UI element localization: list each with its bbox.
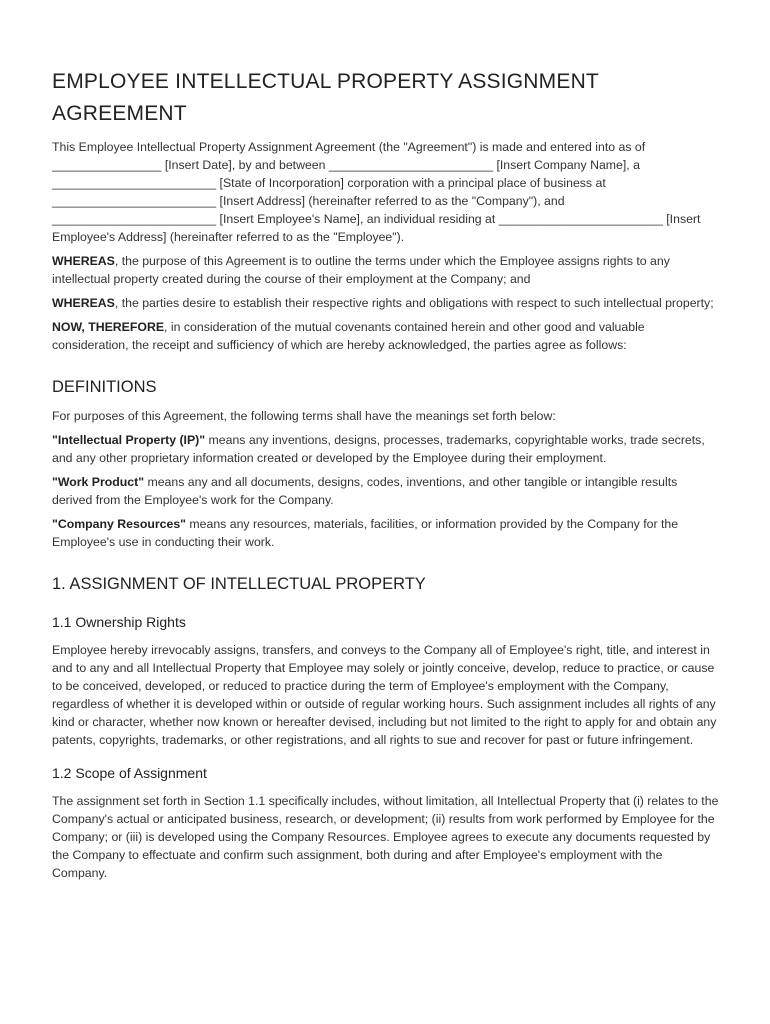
definition-text: means any resources, materials, facilities, or information provided by the Company for the Employee's use in conducting their work.: [52, 517, 679, 549]
recital-lead: WHEREAS: [52, 254, 115, 268]
section-1-heading: 1. ASSIGNMENT OF INTELLECTUAL PROPERTY: [52, 575, 426, 593]
recital-text: , the parties desire to establish their respective rights and obligations with respect to such intellectual property;: [114, 296, 714, 310]
recital-whereas-2: [52, 294, 720, 312]
definition-item: [52, 515, 720, 551]
recital-text: , in consideration of the mutual covenants contained herein and other good and valuable consideration, the receipt and sufficiency of which are hereby acknowledged, the parties agree as follows:: [52, 320, 645, 352]
definitions-intro: For purposes of this Agreement, the following terms shall have the meanings set forth below:: [52, 409, 556, 423]
definition-term: "Work Product": [52, 475, 145, 489]
document-title: EMPLOYEE INTELLECTUAL PROPERTY ASSIGNMENT AGREEMENT: [52, 70, 599, 125]
definition-item: [52, 473, 720, 509]
definition-term: "Intellectual Property (IP)": [52, 433, 206, 447]
recital-lead: NOW, THEREFORE: [52, 320, 165, 334]
intro-paragraph: This Employee Intellectual Property Assignment Agreement (the "Agreement") is made and entered into as of ________________ [Insert Date], by and between ________________________ [Insert Company Name], a ________________________ [State of Incorporation] corporation with a principal place of business at ________________________ [Insert Address] (hereinafter referred to as the "Company"), and ________________________ [Insert Employee's Name], an individual residing at ________________________ [Insert Employee's Address] (hereinafter referred to as the "Employee").: [52, 140, 701, 244]
definition-term: "Company Resources": [52, 517, 186, 531]
subsection-1-2-heading: 1.2 Scope of Assignment: [52, 765, 207, 781]
document-content: [52, 66, 720, 888]
subsection-1-1-heading: 1.1 Ownership Rights: [52, 614, 186, 630]
definition-item: [52, 431, 720, 467]
definitions-heading: DEFINITIONS: [52, 378, 157, 396]
definition-text: means any and all documents, designs, codes, inventions, and other tangible or intangible results derived from the Employee's work for the Company.: [52, 475, 678, 507]
recital-lead: WHEREAS: [52, 296, 115, 310]
recital-text: , the purpose of this Agreement is to outline the terms under which the Employee assigns rights to any intellectual property created during the course of their employment at the Company; and: [52, 254, 670, 286]
subsection-1-2-text: The assignment set forth in Section 1.1 specifically includes, without limitation, all Intellectual Property that (i) relates to the Company's actual or anticipated business, research, or development; (ii) results from work performed by Employee for the Company; or (iii) is developed using the Company Resources. Employee agrees to execute any documents requested by the Company to effectuate and confirm such assignment, both during and after Employee's employment with the Company.: [52, 794, 719, 880]
recital-whereas-1: [52, 252, 720, 288]
subsection-1-1-text: Employee hereby irrevocably assigns, transfers, and conveys to the Company all of Employee's right, title, and interest in and to any and all Intellectual Property that Employee may solely or jointly conceive, develop, reduce to practice, or cause to be conceived, developed, or reduced to practice during the term of Employee's employment with the Company, regardless of whether it is developed within or outside of regular working hours. Such assignment includes all rights of any kind or character, whether now known or hereafter devised, including but not limited to the right to apply for and obtain any patents, copyrights, trademarks, or other registrations, and all rights to sue and recover for past or future infringement.: [52, 643, 717, 747]
definition-text: means any inventions, designs, processes, trademarks, copyrightable works, trade secrets, and any other proprietary information created or developed by the Employee during their employment.: [52, 433, 705, 465]
recital-now-therefore: [52, 318, 720, 354]
